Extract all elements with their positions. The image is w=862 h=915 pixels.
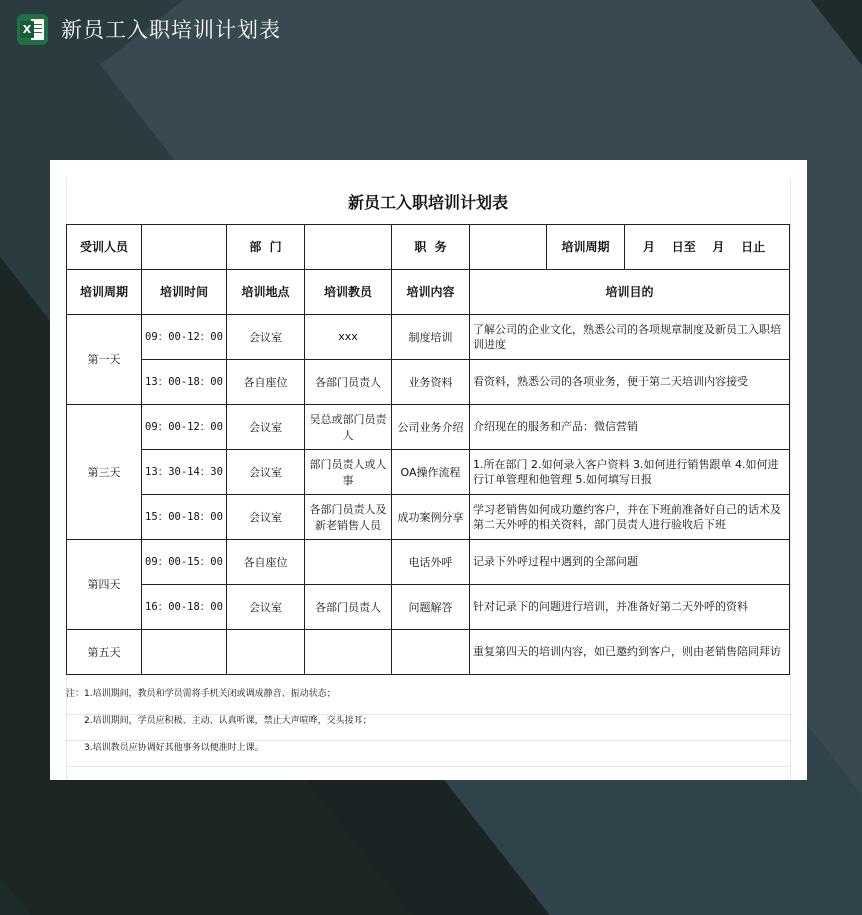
trainer-cell[interactable]: 各部门员责人及新老销售人员 — [305, 494, 392, 539]
period-value[interactable]: 月 日至 月 日止 — [625, 224, 790, 269]
table-row — [67, 584, 790, 629]
content-cell[interactable] — [392, 629, 470, 674]
dept-value[interactable] — [305, 224, 392, 269]
place-cell[interactable]: 会议室 — [227, 494, 305, 539]
note-item: 2.培训期间，学员应积极、主动、认真听课，禁止大声喧哗，交头接耳； — [84, 716, 372, 726]
col-header-content: 培训内容 — [392, 269, 470, 314]
note-item: 3.培训教员应协调好其他事务以便准时上课。 — [84, 743, 264, 753]
goal-cell[interactable]: 针对记录下的问题进行培训，并准备好第二天外呼的资料 — [470, 584, 790, 629]
time-cell[interactable]: 16：00-18：00 — [142, 584, 227, 629]
excel-icon: X — [17, 14, 48, 45]
content-cell[interactable]: 电话外呼 — [392, 539, 470, 584]
trainee-value[interactable] — [142, 224, 227, 269]
trainee-label: 受训人员 — [67, 224, 142, 269]
table-row — [67, 539, 790, 584]
day-cell: 第三天 — [67, 404, 142, 539]
time-cell[interactable]: 09：00-12：00 — [142, 404, 227, 449]
col-header-time: 培训时间 — [142, 269, 227, 314]
position-value[interactable] — [470, 224, 547, 269]
place-cell[interactable]: 会议室 — [227, 314, 305, 359]
trainer-cell[interactable]: 吴总或部门员责人 — [305, 404, 392, 449]
trainer-cell[interactable] — [305, 629, 392, 674]
goal-cell[interactable]: 重复第四天的培训内容，如已邀约到客户，则由老销售陪同拜访 — [470, 629, 790, 674]
goal-cell[interactable]: 看资料，熟悉公司的各项业务，便于第二天培训内容接受 — [470, 359, 790, 404]
time-cell[interactable]: 09：00-15：00 — [142, 539, 227, 584]
day-cell: 第四天 — [67, 539, 142, 629]
sheet-title: 新员工入职培训计划表 — [67, 179, 790, 224]
time-cell[interactable]: 15：00-18：00 — [142, 494, 227, 539]
content-cell[interactable]: 制度培训 — [392, 314, 470, 359]
goal-cell[interactable]: 了解公司的企业文化，熟悉公司的各项规章制度及新员工入职培训进度 — [470, 314, 790, 359]
content-cell[interactable]: 问题解答 — [392, 584, 470, 629]
place-cell[interactable]: 会议室 — [227, 449, 305, 494]
place-cell[interactable]: 会议室 — [227, 584, 305, 629]
column-header-row — [67, 269, 790, 314]
goal-cell[interactable]: 介绍现在的服务和产品：微信营销 — [470, 404, 790, 449]
info-row — [67, 224, 790, 269]
trainer-cell[interactable]: xxx — [305, 314, 392, 359]
content-cell[interactable]: 业务资料 — [392, 359, 470, 404]
app-header — [17, 13, 281, 45]
period-label: 培训周期 — [547, 224, 625, 269]
trainer-cell[interactable]: 部门员责人或人事 — [305, 449, 392, 494]
col-header-period: 培训周期 — [67, 269, 142, 314]
trainer-cell[interactable]: 各部门员责人 — [305, 584, 392, 629]
place-cell[interactable] — [227, 629, 305, 674]
goal-cell[interactable]: 记录下外呼过程中遇到的全部问题 — [470, 539, 790, 584]
table-row — [67, 494, 790, 539]
time-cell[interactable]: 13：30-14：30 — [142, 449, 227, 494]
col-header-goal: 培训目的 — [470, 269, 790, 314]
position-label: 职 务 — [392, 224, 470, 269]
place-cell[interactable]: 各自座位 — [227, 539, 305, 584]
content-cell[interactable]: OA操作流程 — [392, 449, 470, 494]
day-cell: 第一天 — [67, 314, 142, 404]
col-header-place: 培训地点 — [227, 269, 305, 314]
notes-section — [66, 685, 789, 766]
table-row — [67, 314, 790, 359]
goal-cell[interactable]: 1.所在部门 2.如何录入客户资料 3.如何进行销售跟单 4.如何进行订单管理和他管理 5.如何填写日报 — [470, 449, 790, 494]
table-row — [67, 359, 790, 404]
training-plan-table — [66, 179, 790, 675]
time-cell[interactable] — [142, 629, 227, 674]
app-title: 新员工入职培训计划表 — [61, 18, 281, 42]
dept-label: 部 门 — [227, 224, 305, 269]
time-cell[interactable]: 13：00-18：00 — [142, 359, 227, 404]
table-row — [67, 404, 790, 449]
trainer-cell[interactable] — [305, 539, 392, 584]
table-row — [67, 629, 790, 674]
spreadsheet-preview — [50, 160, 807, 780]
col-header-trainer: 培训教员 — [305, 269, 392, 314]
place-cell[interactable]: 会议室 — [227, 404, 305, 449]
trainer-cell[interactable]: 各部门员责人 — [305, 359, 392, 404]
content-cell[interactable]: 成功案例分享 — [392, 494, 470, 539]
place-cell[interactable]: 各自座位 — [227, 359, 305, 404]
time-cell[interactable]: 09：00-12：00 — [142, 314, 227, 359]
day-cell: 第五天 — [67, 629, 142, 674]
goal-cell[interactable]: 学习老销售如何成功邀约客户，并在下班前准备好自己的话术及第二天外呼的相关资料，部门员责人进行验收后下班 — [470, 494, 790, 539]
table-row — [67, 449, 790, 494]
note-item: 注：1.培训期间，教员和学员需将手机关闭或调成静音、振动状态； — [66, 689, 336, 699]
content-cell[interactable]: 公司业务介绍 — [392, 404, 470, 449]
